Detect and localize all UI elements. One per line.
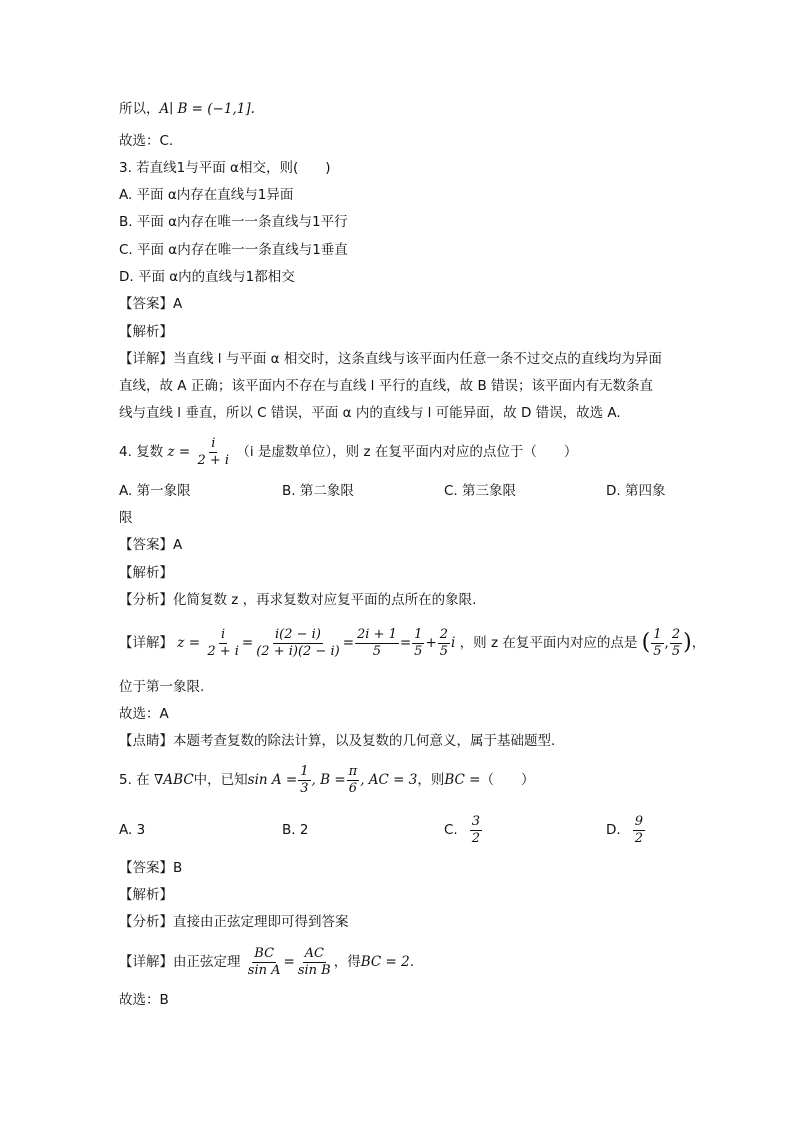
den: 2 [634,830,643,846]
num: 9 [634,813,643,829]
answer-value: A [173,537,183,553]
den: sin A [247,962,281,978]
imag-unit: i [451,635,456,651]
q4-option-wrap: 限 [119,510,133,526]
answer-tag: 【答案】 [119,296,173,312]
q3-option-a: A. 平面 α内存在直线与1异面 [119,187,294,203]
q4-stem-prefix: 4. 复数 [119,444,164,460]
q4-stem [119,435,577,469]
point-y [670,627,682,660]
q4-dianjing [119,731,555,751]
answer-value: B [173,860,183,876]
dianjing-text: 本题考查复数的除法计算，以及复数的几何意义，属于基础题型. [173,733,556,749]
comma: , [664,635,669,651]
num: i(2 − i) [275,626,321,642]
answer-tag: 【答案】 [119,860,173,876]
q5-stem [119,760,534,800]
triangle: ∇ABC [153,772,194,788]
q4-stem-fraction [195,436,231,469]
b-eq: , B = [311,772,346,788]
label: C. [444,822,458,838]
q5-option-d [606,810,646,850]
conclusion-math: A∣ B = (−1,1]. [159,101,255,117]
q4-answer [119,535,182,555]
prev-conclusion [119,99,255,119]
den: 5 [414,643,423,659]
detail-frac-1 [205,627,241,660]
q5-stem-end: ，则 [417,772,445,788]
num: 3 [471,813,480,829]
paren-close: ) [683,630,692,655]
q3-stem: 3. 若直线1与平面 α相交，则( ) [119,160,331,176]
sin-a: sin A = [247,772,298,788]
num: 2i + 1 [357,626,397,642]
frac [470,814,482,847]
q3-detail-line-2: 直线，故 A 正确；该平面内不存在与直线 l 平行的直线，故 B 错误；该平面内有无数条直 [119,378,653,394]
period: . [409,954,415,970]
ac-eq: , AC = 3 [360,772,418,788]
den: 2 [471,830,480,846]
detail-frac-4 [412,627,424,660]
q3-option-b: B. 平面 α内存在唯一一条直线与1平行 [119,214,348,230]
q3-answer [119,294,182,314]
fenxi-text: 直接由正弦定理即可得到答案 [173,914,349,930]
equals: = [342,635,354,651]
frac-b [347,764,360,797]
detail-frac-3 [355,627,399,660]
equals: = [399,635,412,651]
den: 3 [300,780,309,796]
num: BC [254,945,275,961]
dianjing-tag: 【点睛】 [119,733,173,749]
detail-frac-2 [254,627,341,660]
q5-stem-prefix: 5. 在 [119,772,150,788]
den: 2 + i [207,643,239,659]
den: 6 [348,780,358,796]
den: 5 [671,643,681,659]
q3-detail-line-1 [119,349,662,369]
paren: （ ） [480,772,535,788]
detail-tag: 【详解】 [119,954,173,970]
fenxi-tag: 【分析】 [119,914,173,930]
q4-detail-line-1 [119,623,705,663]
q3-analysis-tag: 【解析】 [119,324,173,340]
num: AC [304,945,324,961]
bc-question: BC = [444,772,481,788]
label: D. [606,822,621,838]
q5-answer [119,858,182,878]
detail-z: z = [177,635,201,651]
q4-analysis-tag: 【解析】 [119,565,173,581]
den: sin B [297,962,331,978]
num: 2 [439,626,449,642]
den: 5 [653,643,662,659]
q4-option-c: C. 第三象限 [444,483,517,499]
q3-option-d: D. 平面 α内的直线与1都相交 [119,269,295,285]
num: i [221,626,226,642]
num: 1 [300,763,309,779]
num: π [348,763,358,779]
den: (2 + i)(2 − i) [256,643,340,659]
detail-text: 当直线 l 与平面 α 相交时，这条直线与该平面内任意一条不过交点的直线均为异面 [173,351,662,367]
q4-option-b: B. 第二象限 [282,483,354,499]
q5-fenxi [119,912,349,932]
den: 5 [372,643,382,659]
q4-stem-z: z = [167,444,191,460]
frac-a [298,764,310,797]
q4-option-a: A. 第一象限 [119,483,191,499]
q4-option-d: D. 第四象 [606,483,666,499]
point-x [651,627,663,660]
equals: = [283,954,295,970]
q5-stem-mid: 中，已知 [193,772,248,788]
detail-prefix: 由正弦定理 [173,954,241,970]
q5-option-a: A. 3 [119,822,146,838]
answer-tag: 【答案】 [119,537,173,553]
q5-option-b: B. 2 [282,822,309,838]
equals: = [241,635,254,651]
q5-option-c [444,810,483,850]
frac-num: i [211,435,216,451]
comma: ， [691,635,706,651]
q4-fenxi [119,590,476,610]
plus: + [425,635,437,651]
frac-den: 2 + i [197,452,230,468]
q5-choice: 故选：B [119,992,169,1008]
detail-mid: ，则 z 在复平面内对应的点是 [459,635,638,651]
den: 5 [439,643,449,659]
paren-open: ( [641,630,651,655]
prev-choice: 故选：C. [119,133,174,149]
answer-value: A [173,296,183,312]
law-right [296,946,333,979]
detail-tag: 【详解】 [119,635,173,651]
q3-option-c: C. 平面 α内存在唯一一条直线与1垂直 [119,242,348,258]
q4-detail-line-2: 位于第一象限. [119,679,205,695]
q4-stem-suffix: （i 是虚数单位），则 z 在复平面内对应的点位于（ ） [236,444,578,460]
result: BC = 2 [360,954,410,970]
fenxi-text: 化简复数 z ，再求复数对应复平面的点所在的象限. [173,592,477,608]
detail-suffix: ，得 [333,954,361,970]
law-left [246,946,283,979]
conclusion-prefix: 所以， [119,101,160,117]
q5-detail [119,942,414,982]
q3-detail-line-3: 线与直线 l 垂直，所以 C 错误，平面 α 内的直线与 l 可能异面，故 D 错误，故选 A. [119,405,621,421]
detail-tag: 【详解】 [119,351,173,367]
detail-frac-5 [438,627,450,660]
frac [633,814,645,847]
q4-choice: 故选：A [119,706,169,722]
num: 1 [414,626,423,642]
q5-analysis-tag: 【解析】 [119,887,173,903]
num: 1 [653,626,662,642]
fenxi-tag: 【分析】 [119,592,173,608]
num: 2 [671,626,681,642]
